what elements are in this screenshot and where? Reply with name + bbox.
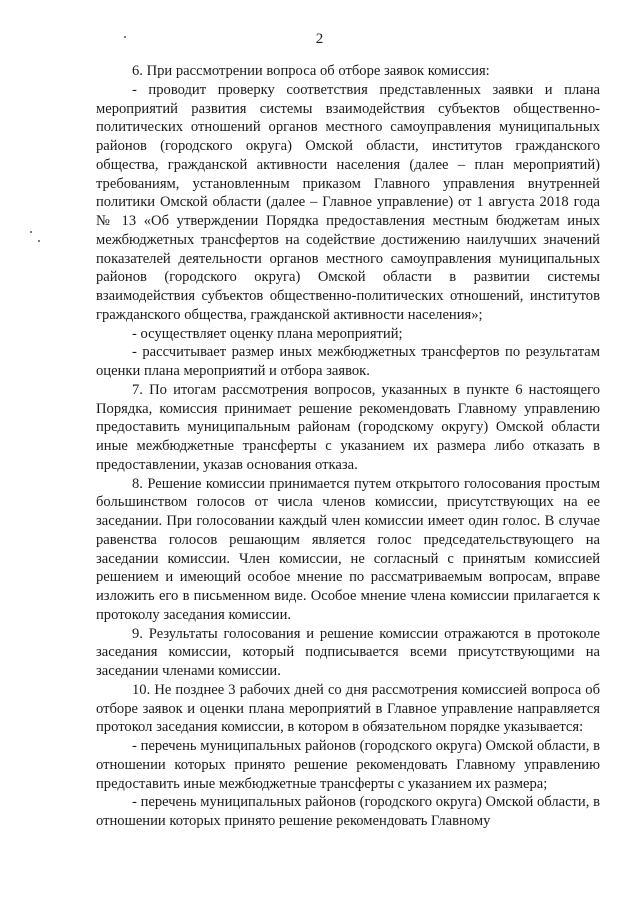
paragraph-9: 9. Результаты голосования и решение комиссии отражаются в протоколе заседания комиссии, который подписывается всеми присутствующими на заседании членами комиссии. [96,625,600,679]
paragraph-8: 8. Решение комиссии принимается путем открытого голосования простым большинством голосов от числа членов комиссии, присутствующих на ее заседании. При голосовании каждый член комиссии имеет один голос. В случае равенства голосов решающим является голос председательствующего на заседании комиссии. Член комиссии, не согласный с принятым комиссией решением и имеющий особое мнение по рассматриваемым вопросам, вправе изложить его в письменном виде. Особое мнение члена комиссии прилагается к протоколу заседания комиссии. [96,475,600,623]
paragraph-10-item-continued: - перечень муниципальных районов (городского округа) Омской области, в отношении которых принято решение рекомендовать Главному [96,794,600,829]
page-number: 2 [315,31,324,47]
paragraph-6-item-check: - проводит проверку соответствия представленных заявки и плана мероприятий развития системы взаимодействия субъектов общественно-политических отношений органов местного самоуправления муниципальных районов (городского округа) Омской области, институтов гражданского общества, гражданской активности населения (далее – план мероприятий) требованиям, установленным приказом Главного управления внутренней политики Омской области (далее – Главное управление) от 1 августа 2018 года № 13 «Об утверждении Порядка предоставления местным бюджетам иных межбюджетных трансфертов на содействие достижению наилучших значений показателей деятельности органов местного самоуправления муниципальных районов (городского округа) Омской области в развитии системы взаимодействия субъектов общественно-политических отношений, институтов гражданского общества, гражданской активности населения»; [96,81,600,323]
scan-speck [38,240,40,242]
paragraph-10: 10. Не позднее 3 рабочих дней со дня рассмотрения комиссией вопроса об отборе заявок и оценки плана мероприятий в Главное управление направляется протокол заседания комиссии, в котором в обязательном порядке указывается: [96,681,600,736]
paragraph-6-heading: 6. При рассмотрении вопроса об отборе заявок комиссия: [132,63,490,79]
document-body [96,62,600,831]
paragraph-6-item-calculate: - рассчитывает размер иных межбюджетных трансфертов по результатам оценки плана мероприятий и отбора заявок. [96,344,600,379]
paragraph-6-item-evaluate: - осуществляет оценку плана мероприятий; [132,325,403,342]
paragraph-7: 7. По итогам рассмотрения вопросов, указанных в пункте 6 настоящего Порядка, комиссия принимает решение рекомендовать Главному управлению предоставить муниципальным районам (городскому округу) Омской области иные межбюджетные трансферты с указанием их размера либо отказать в предоставлении, указав основания отказа. [96,381,600,473]
scan-speck [124,36,126,38]
paragraph-10-item-approved: - перечень муниципальных районов (городского округа) Омской области, в отношении которых принято решение рекомендовать Главному управлению предоставить иные межбюджетные трансферты с указанием их размера; [96,738,600,792]
scan-speck [30,231,32,233]
